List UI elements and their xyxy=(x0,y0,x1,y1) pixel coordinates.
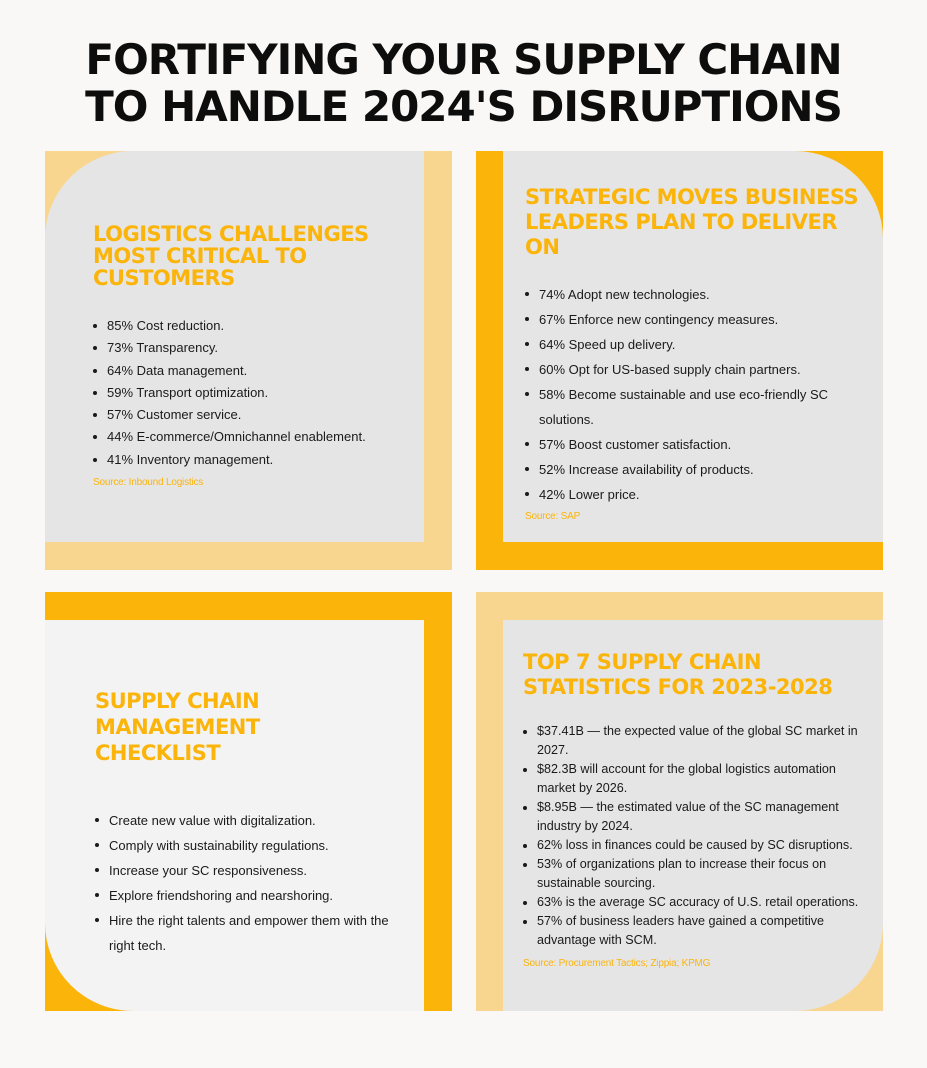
strategic-moves-list xyxy=(525,282,865,507)
list-item: 57% Customer service. xyxy=(93,404,404,426)
page-title xyxy=(0,36,927,130)
list-item: 67% Enforce new contingency measures. xyxy=(525,307,865,332)
title-line-1: FORTIFYING YOUR SUPPLY CHAIN xyxy=(85,35,842,84)
list-item: 60% Opt for US-based supply chain partners. xyxy=(525,357,865,382)
title-line-2: TO HANDLE 2024'S DISRUPTIONS xyxy=(85,82,842,131)
challenges-list xyxy=(93,315,404,471)
list-item: 63% is the average SC accuracy of U.S. retail operations. xyxy=(523,893,865,912)
list-item: 85% Cost reduction. xyxy=(93,315,404,337)
list-item: 74% Adopt new technologies. xyxy=(525,282,865,307)
statistics-list xyxy=(523,722,865,950)
heading-line: LEADERS PLAN TO DELIVER ON xyxy=(525,210,838,259)
source-note: Source: SAP xyxy=(525,511,581,522)
heading-line: LOGISTICS CHALLENGES xyxy=(93,222,369,246)
card-heading xyxy=(523,650,865,700)
list-item: Hire the right talents and empower them with the right tech. xyxy=(95,908,404,958)
heading-line: CUSTOMERS xyxy=(93,266,235,290)
list-item: $37.41B — the expected value of the global SC market in 2027. xyxy=(523,722,865,760)
card-heading xyxy=(93,223,404,289)
list-item: 53% of organizations plan to increase their focus on sustainable sourcing. xyxy=(523,855,865,893)
heading-line: CHECKLIST xyxy=(95,741,221,765)
list-item: 42% Lower price. xyxy=(525,482,865,507)
card-panel xyxy=(45,151,424,542)
card-panel xyxy=(503,151,883,542)
card-heading xyxy=(525,185,865,260)
list-item: Explore friendshoring and nearshoring. xyxy=(95,883,404,908)
heading-line: MOST CRITICAL TO xyxy=(93,244,307,268)
list-item: 62% loss in finances could be caused by SC disruptions. xyxy=(523,836,865,855)
list-item: 57% of business leaders have gained a competitive advantage with SCM. xyxy=(523,912,865,950)
list-item: 64% Data management. xyxy=(93,360,404,382)
card-heading xyxy=(95,688,404,766)
list-item: Create new value with digitalization. xyxy=(95,808,404,833)
list-item: 44% E-commerce/Omnichannel enablement. xyxy=(93,426,404,448)
list-item: 41% Inventory management. xyxy=(93,449,404,471)
list-item: 64% Speed up delivery. xyxy=(525,332,865,357)
heading-line: STRATEGIC MOVES BUSINESS xyxy=(525,185,859,209)
list-item: 59% Transport optimization. xyxy=(93,382,404,404)
checklist-list xyxy=(95,808,404,958)
card-panel xyxy=(503,620,883,1011)
list-item: $82.3B will account for the global logistics automation market by 2026. xyxy=(523,760,865,798)
heading-line: TOP 7 SUPPLY CHAIN xyxy=(523,650,762,674)
source-note: Source: Inbound Logistics xyxy=(93,477,204,489)
list-item: 52% Increase availability of products. xyxy=(525,457,865,482)
heading-line: STATISTICS FOR 2023-2028 xyxy=(523,675,833,699)
card-panel xyxy=(45,620,424,1011)
list-item: 73% Transparency. xyxy=(93,337,404,359)
list-item: Increase your SC responsiveness. xyxy=(95,858,404,883)
list-item: 57% Boost customer satisfaction. xyxy=(525,432,865,457)
list-item: $8.95B — the estimated value of the SC management industry by 2024. xyxy=(523,798,865,836)
list-item: Comply with sustainability regulations. xyxy=(95,833,404,858)
heading-line: SUPPLY CHAIN xyxy=(95,689,260,713)
heading-line: MANAGEMENT xyxy=(95,715,260,739)
list-item: 58% Become sustainable and use eco-friendly SC solutions. xyxy=(525,382,865,432)
source-note: Source: Procurement Tactics; Zippia; KPMG xyxy=(523,958,711,969)
